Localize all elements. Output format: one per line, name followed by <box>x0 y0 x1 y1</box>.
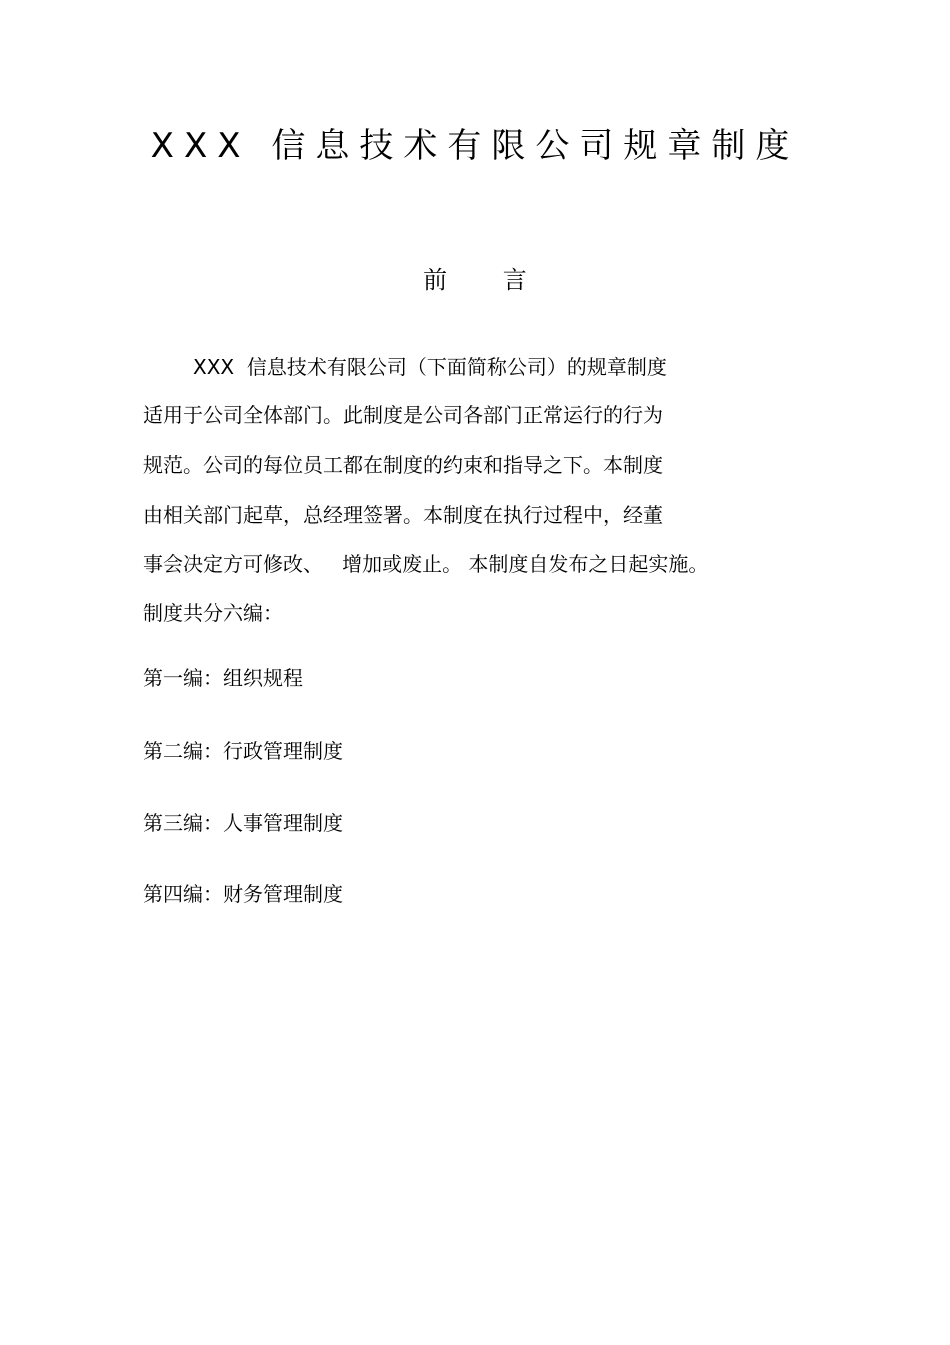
preface-line: XXX 信息技术有限公司（下面简称公司）的规章制度 <box>193 355 667 379</box>
document-title: XXX 信息技术有限公司规章制度 <box>150 126 800 166</box>
preface-line: 制度共分六编： <box>143 601 283 625</box>
chapter-item-3: 第三编：人事管理制度 <box>143 811 343 835</box>
chapter-item-4: 第四编：财务管理制度 <box>143 882 343 906</box>
preface-line: 事会决定方可修改、 增加或废止。 本制度自发布之日起实施。 <box>143 552 709 576</box>
chapter-item-2: 第二编：行政管理制度 <box>143 739 343 763</box>
preface-heading: 前 言 <box>423 266 551 294</box>
preface-line: 规范。公司的每位员工都在制度的约束和指导之下。本制度 <box>143 453 663 477</box>
preface-line: 适用于公司全体部门。此制度是公司各部门正常运行的行为 <box>143 403 663 427</box>
chapter-item-1: 第一编：组织规程 <box>143 666 303 690</box>
preface-line: 由相关部门起草，总经理签署。本制度在执行过程中，经董 <box>143 503 663 527</box>
